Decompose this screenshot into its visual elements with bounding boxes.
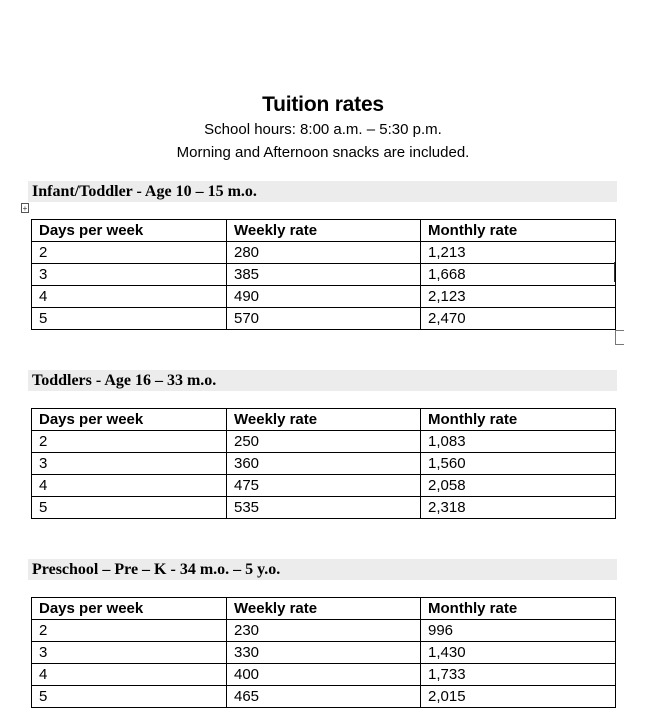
table-row — [32, 308, 616, 330]
page-title: Tuition rates — [262, 93, 384, 116]
table-move-handle-icon[interactable]: + — [22, 204, 28, 213]
table-cell: 1,430 — [421, 642, 616, 664]
rates-table-toddlers — [31, 408, 616, 519]
table-cell: 2 — [32, 431, 227, 453]
table-row — [32, 264, 616, 286]
column-header: Days per week — [32, 409, 227, 431]
section-heading-toddlers: Toddlers - Age 16 – 33 m.o. — [32, 372, 217, 389]
column-header: Days per week — [32, 598, 227, 620]
table-cell: 1,213 — [421, 242, 616, 264]
snacks-note: Morning and Afternoon snacks are included. — [176, 144, 470, 161]
column-header: Weekly rate — [227, 409, 421, 431]
table-cell: 4 — [32, 286, 227, 308]
table-cell: 5 — [32, 497, 227, 519]
table-row — [32, 431, 616, 453]
table-cell: 2,470 — [421, 308, 616, 330]
table-cell: 475 — [227, 475, 421, 497]
rates-table-preschool — [31, 597, 616, 708]
table-cell: 535 — [227, 497, 421, 519]
column-header: Monthly rate — [421, 598, 616, 620]
table-row — [32, 620, 616, 642]
table-row — [32, 686, 616, 708]
table-cell: 2,015 — [421, 686, 616, 708]
table-cell: 2 — [32, 242, 227, 264]
table-cell: 2,058 — [421, 475, 616, 497]
table-cell: 360 — [227, 453, 421, 475]
table-cell: 280 — [227, 242, 421, 264]
table-header-row — [32, 598, 616, 620]
table-row — [32, 475, 616, 497]
table-cell: 5 — [32, 308, 227, 330]
table-cell: 385 — [227, 264, 421, 286]
table-cell: 250 — [227, 431, 421, 453]
table-row — [32, 242, 616, 264]
table-cell: 230 — [227, 620, 421, 642]
table-cell: 2 — [32, 620, 227, 642]
table-cell: 5 — [32, 686, 227, 708]
table-resize-handle-icon[interactable] — [615, 330, 624, 345]
column-header: Weekly rate — [227, 598, 421, 620]
section-heading-preschool: Preschool – Pre – K - 34 m.o. – 5 y.o. — [32, 561, 281, 578]
table-row — [32, 664, 616, 686]
table-row — [32, 497, 616, 519]
text-cursor — [614, 262, 615, 282]
table-header-row — [32, 409, 616, 431]
table-header-row — [32, 220, 616, 242]
table-row — [32, 286, 616, 308]
table-cell: 1,560 — [421, 453, 616, 475]
table-cell: 1,083 — [421, 431, 616, 453]
table-cell: 490 — [227, 286, 421, 308]
rates-table-infant-toddler — [31, 219, 616, 330]
table-cell: 4 — [32, 664, 227, 686]
table-cell: 330 — [227, 642, 421, 664]
table-cell: 1,733 — [421, 664, 616, 686]
school-hours: School hours: 8:00 a.m. – 5:30 p.m. — [204, 121, 442, 138]
table-cell: 3 — [32, 264, 227, 286]
table-cell: 2,123 — [421, 286, 616, 308]
column-header: Monthly rate — [421, 220, 616, 242]
table-cell: 996 — [421, 620, 616, 642]
table-cell: 2,318 — [421, 497, 616, 519]
table-cell: 570 — [227, 308, 421, 330]
table-cell: 3 — [32, 642, 227, 664]
table-cell: 400 — [227, 664, 421, 686]
column-header: Weekly rate — [227, 220, 421, 242]
column-header: Days per week — [32, 220, 227, 242]
table-cell: 465 — [227, 686, 421, 708]
table-cell: 4 — [32, 475, 227, 497]
table-row — [32, 642, 616, 664]
table-cell: 1,668 — [421, 264, 616, 286]
column-header: Monthly rate — [421, 409, 616, 431]
section-heading-infant-toddler: Infant/Toddler - Age 10 – 15 m.o. — [32, 183, 257, 200]
table-cell: 3 — [32, 453, 227, 475]
table-row — [32, 453, 616, 475]
